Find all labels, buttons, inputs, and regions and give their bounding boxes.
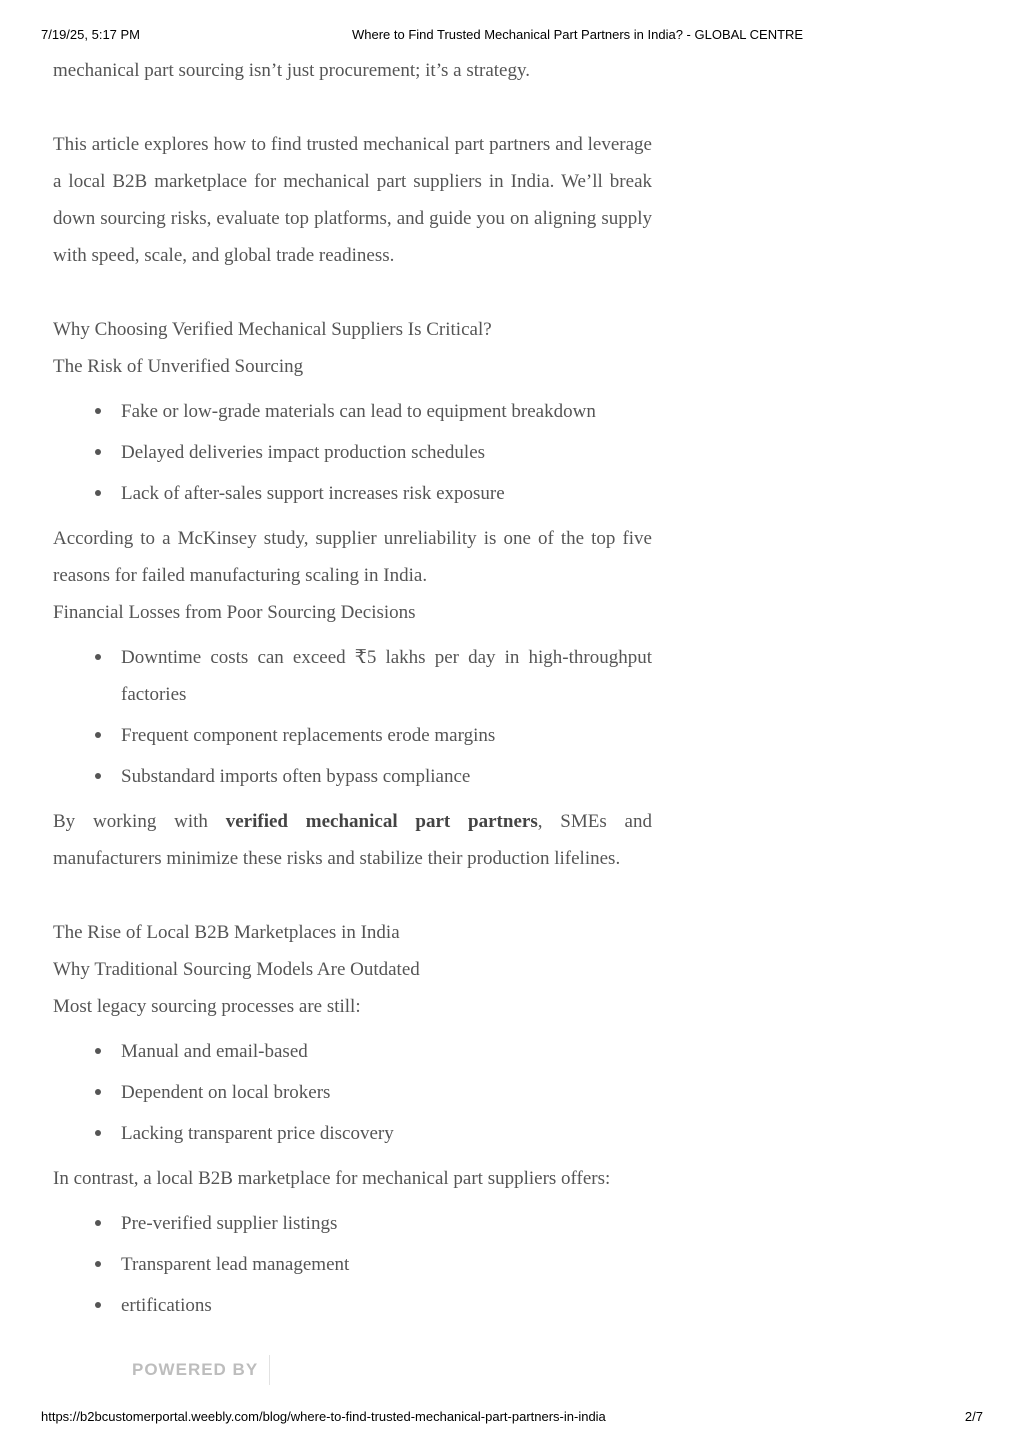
verified-partners-paragraph <box>53 803 652 877</box>
print-page-title: Where to Find Trusted Mechanical Part Partners in India? - GLOBAL CENTRE <box>352 27 804 42</box>
intro-paragraph: This article explores how to find trusted mechanical part partners and leverage a local B2B marketplace for mechanical part suppliers in India. We’ll break down sourcing risks, evaluate top platforms, and guide you on aligning supply with speed, scale, and global trade readiness. <box>53 134 652 266</box>
spacer <box>53 89 652 126</box>
print-footer <box>0 1409 1024 1425</box>
risk-list <box>53 393 652 512</box>
print-header <box>0 27 1024 43</box>
subheading-financial-losses: Financial Losses from Poor Sourcing Decisions <box>53 602 416 623</box>
subheading-outdated-models: Why Traditional Sourcing Models Are Outdated <box>53 959 420 980</box>
powered-by-label: POWERED BY <box>132 1360 259 1379</box>
page-number: 2/7 <box>964 1409 983 1424</box>
verified-text-after: , SMEs and manufacturers minimize these risks and stabilize their production lifelines. <box>53 811 652 869</box>
list-item: Fake or low-grade materials can lead to equipment breakdown <box>53 393 652 430</box>
print-url: https://b2bcustomerportal.weebly.com/blog/where-to-find-trusted-mechanical-part-partners-in-india <box>41 1409 606 1424</box>
legacy-list <box>53 1033 652 1152</box>
list-item: Dependent on local brokers <box>53 1074 652 1111</box>
list-item: Transparent lead management <box>53 1246 652 1283</box>
verified-text-before: By working with <box>53 811 226 832</box>
subheading-risk: The Risk of Unverified Sourcing <box>53 356 304 377</box>
contrast-paragraph: In contrast, a local B2B marketplace for mechanical part suppliers offers: <box>53 1168 611 1189</box>
list-item: Substandard imports often bypass compliance <box>53 758 652 795</box>
list-item: Pre-verified supplier listings <box>53 1205 652 1242</box>
list-item: ertifications <box>53 1287 652 1324</box>
section-heading-verified: Why Choosing Verified Mechanical Suppliers Is Critical? <box>53 319 492 340</box>
powered-by-badge[interactable] <box>110 1351 425 1388</box>
print-datetime: 7/19/25, 5:17 PM <box>41 27 141 42</box>
intro-tail: mechanical part sourcing isn’t just procurement; it’s a strategy. <box>53 60 530 81</box>
verified-partners-emphasis: verified mechanical part partners <box>225 811 538 832</box>
spacer <box>53 877 652 914</box>
spacer <box>53 274 652 311</box>
list-item: Manual and email-based <box>53 1033 652 1070</box>
mckinsey-paragraph: According to a McKinsey study, supplier unreliability is one of the top five reasons for failed manufacturing scaling in India. <box>53 528 652 586</box>
list-item: Downtime costs can exceed ₹5 lakhs per day in high-throughput factories <box>53 639 652 713</box>
legacy-intro: Most legacy sourcing processes are still: <box>53 996 361 1017</box>
badge-divider <box>269 1355 270 1385</box>
list-item: Frequent component replacements erode margins <box>53 717 652 754</box>
article-body <box>53 52 652 1332</box>
offers-list <box>53 1205 652 1324</box>
section-heading-b2b-rise: The Rise of Local B2B Marketplaces in India <box>53 922 400 943</box>
list-item: Lacking transparent price discovery <box>53 1115 652 1152</box>
list-item: Delayed deliveries impact production schedules <box>53 434 652 471</box>
list-item: Lack of after-sales support increases risk exposure <box>53 475 652 512</box>
losses-list <box>53 639 652 795</box>
